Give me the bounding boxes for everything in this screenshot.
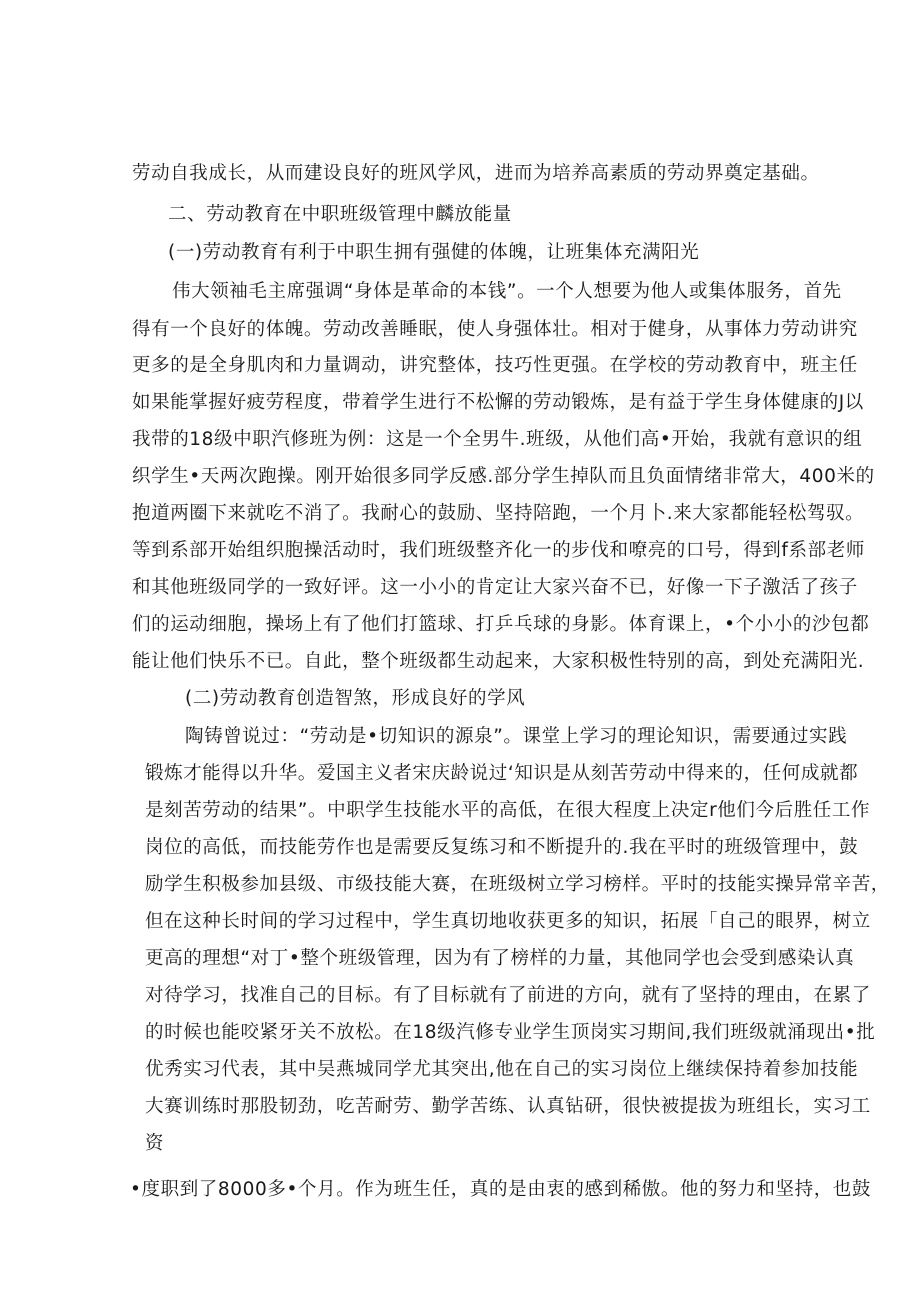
paragraph-line: 如果能掌握好疲劳程度，带着学生进行不松懈的劳动锻炼，是有益于学生身体健康的J以 [132,392,864,413]
paragraph-line: 我带的18级中职汽修班为例：这是一个全男牛.班级，从他们高•开始，我就有意识的组 [132,429,863,450]
paragraph-line: 更高的理想“对丁•整个班级管理，因为有了榜样的力量，其他同学也会受到感染认真 [145,948,855,969]
paragraph-line: 大赛训练时那股韧劲，吃苦耐劳、勤学苦练、认真钻研，很快被提拔为班组长，实习工 [145,1096,871,1117]
paragraph-line: 对待学习，找准自己的目标。有了目标就有了前进的方向，就有了坚持的理由，在累了 [145,985,871,1006]
paragraph-line: 锻炼才能得以升华。爱国主义者宋庆龄说过‘知识是从刻苦劳动中得来的，任何成就都 [145,763,859,784]
paragraph-line: 是刻苦劳动的结果”。中职学生技能水平的高低，在很大程度上决定r他们今后胜任工作 [145,800,871,821]
paragraph-line: 织学生•天两次跑操。刚开始很多同学反感.部分学生掉队而且负面情绪非常大，400米的 [132,466,875,487]
paragraph-line: 优秀实习代表，其中吴燕城同学尤其突出,他在自己的实习岗位上继续保持着参加技能 [145,1059,859,1080]
paragraph-line: 劳动自我成长，从而建设良好的班风学风，进而为培养高素质的劳动界奠定基础。 [132,163,820,184]
paragraph-line: 伟大领袖毛主席强调“身体是革命的本钱”。一个人想要为他人或集体服务，首先 [172,281,842,302]
paragraph-line: 等到系部开始组织胞操活动时，我们班级整齐化一的步伐和嘹亮的口号，得到f系部老师 [132,540,865,561]
paragraph-line: 更多的是全身肌肉和力量调动，讲究整体，技巧性更强。在学校的劳动教育中，班主任 [132,355,858,376]
paragraph-line: 资 [145,1133,165,1154]
paragraph-line: 但在这种长时间的学习过程中，学生真切地收获更多的知识，拓展「自己的眼界，树立 [145,911,871,932]
paragraph-line: 励学生积极参加县级、市级技能大赛，在班级树立学习榜样。平时的技能实操异常辛苦， [145,874,890,895]
paragraph-line: 抱道两圈下来就吃不消了。我耐心的鼓励、坚持陪跑，一个月卜.来大家都能轻松驾驭。 [132,503,865,524]
paragraph-line: 们的运动细胞，操场上有了他们打篮球、打乒乓球的身影。体育课上，•个小小的沙包都 [132,614,870,635]
subsection-heading: (一)劳动教育有利于中职生拥有强健的体魄，让班集体充满阳光 [168,242,700,263]
paragraph-line: 岗位的高低，而技能劳作也是需要反复练习和不断提升的.我在平时的班级管理中，鼓 [145,837,859,858]
section-heading: 二、劳动教育在中职班级管理中麟放能量 [168,204,512,225]
paragraph-line: 的时候也能咬紧牙关不放松。在18级汽修专业学生顶岗实习期间,我们班级就涌现出•批 [145,1022,876,1043]
paragraph-line: 陶铸曾说过：“劳动是•切知识的源泉”。课堂上学习的理论知识，需要通过实践 [185,726,848,747]
paragraph-line: 和其他班级同学的一致好评。这一小小的肯定让大家兴奋不已，好像一下子激活了孩子 [132,577,858,598]
paragraph-line: 得有一个良好的体魄。劳动改善睡眠，使人身强体壮。相对于健身，从事体力劳动讲究 [132,319,858,340]
paragraph-line: 能让他们快乐不已。自此，整个班级都生动起来，大家积极性特别的高，到处充满阳光. [132,651,865,672]
subsection-heading: (二)劳动教育创造智煞，形成良好的学风 [185,688,526,709]
paragraph-line: •度职到了8000多•个月。作为班生任，真的是由衷的感到稀傲。他的努力和坚持，也鼓 [130,1179,872,1200]
